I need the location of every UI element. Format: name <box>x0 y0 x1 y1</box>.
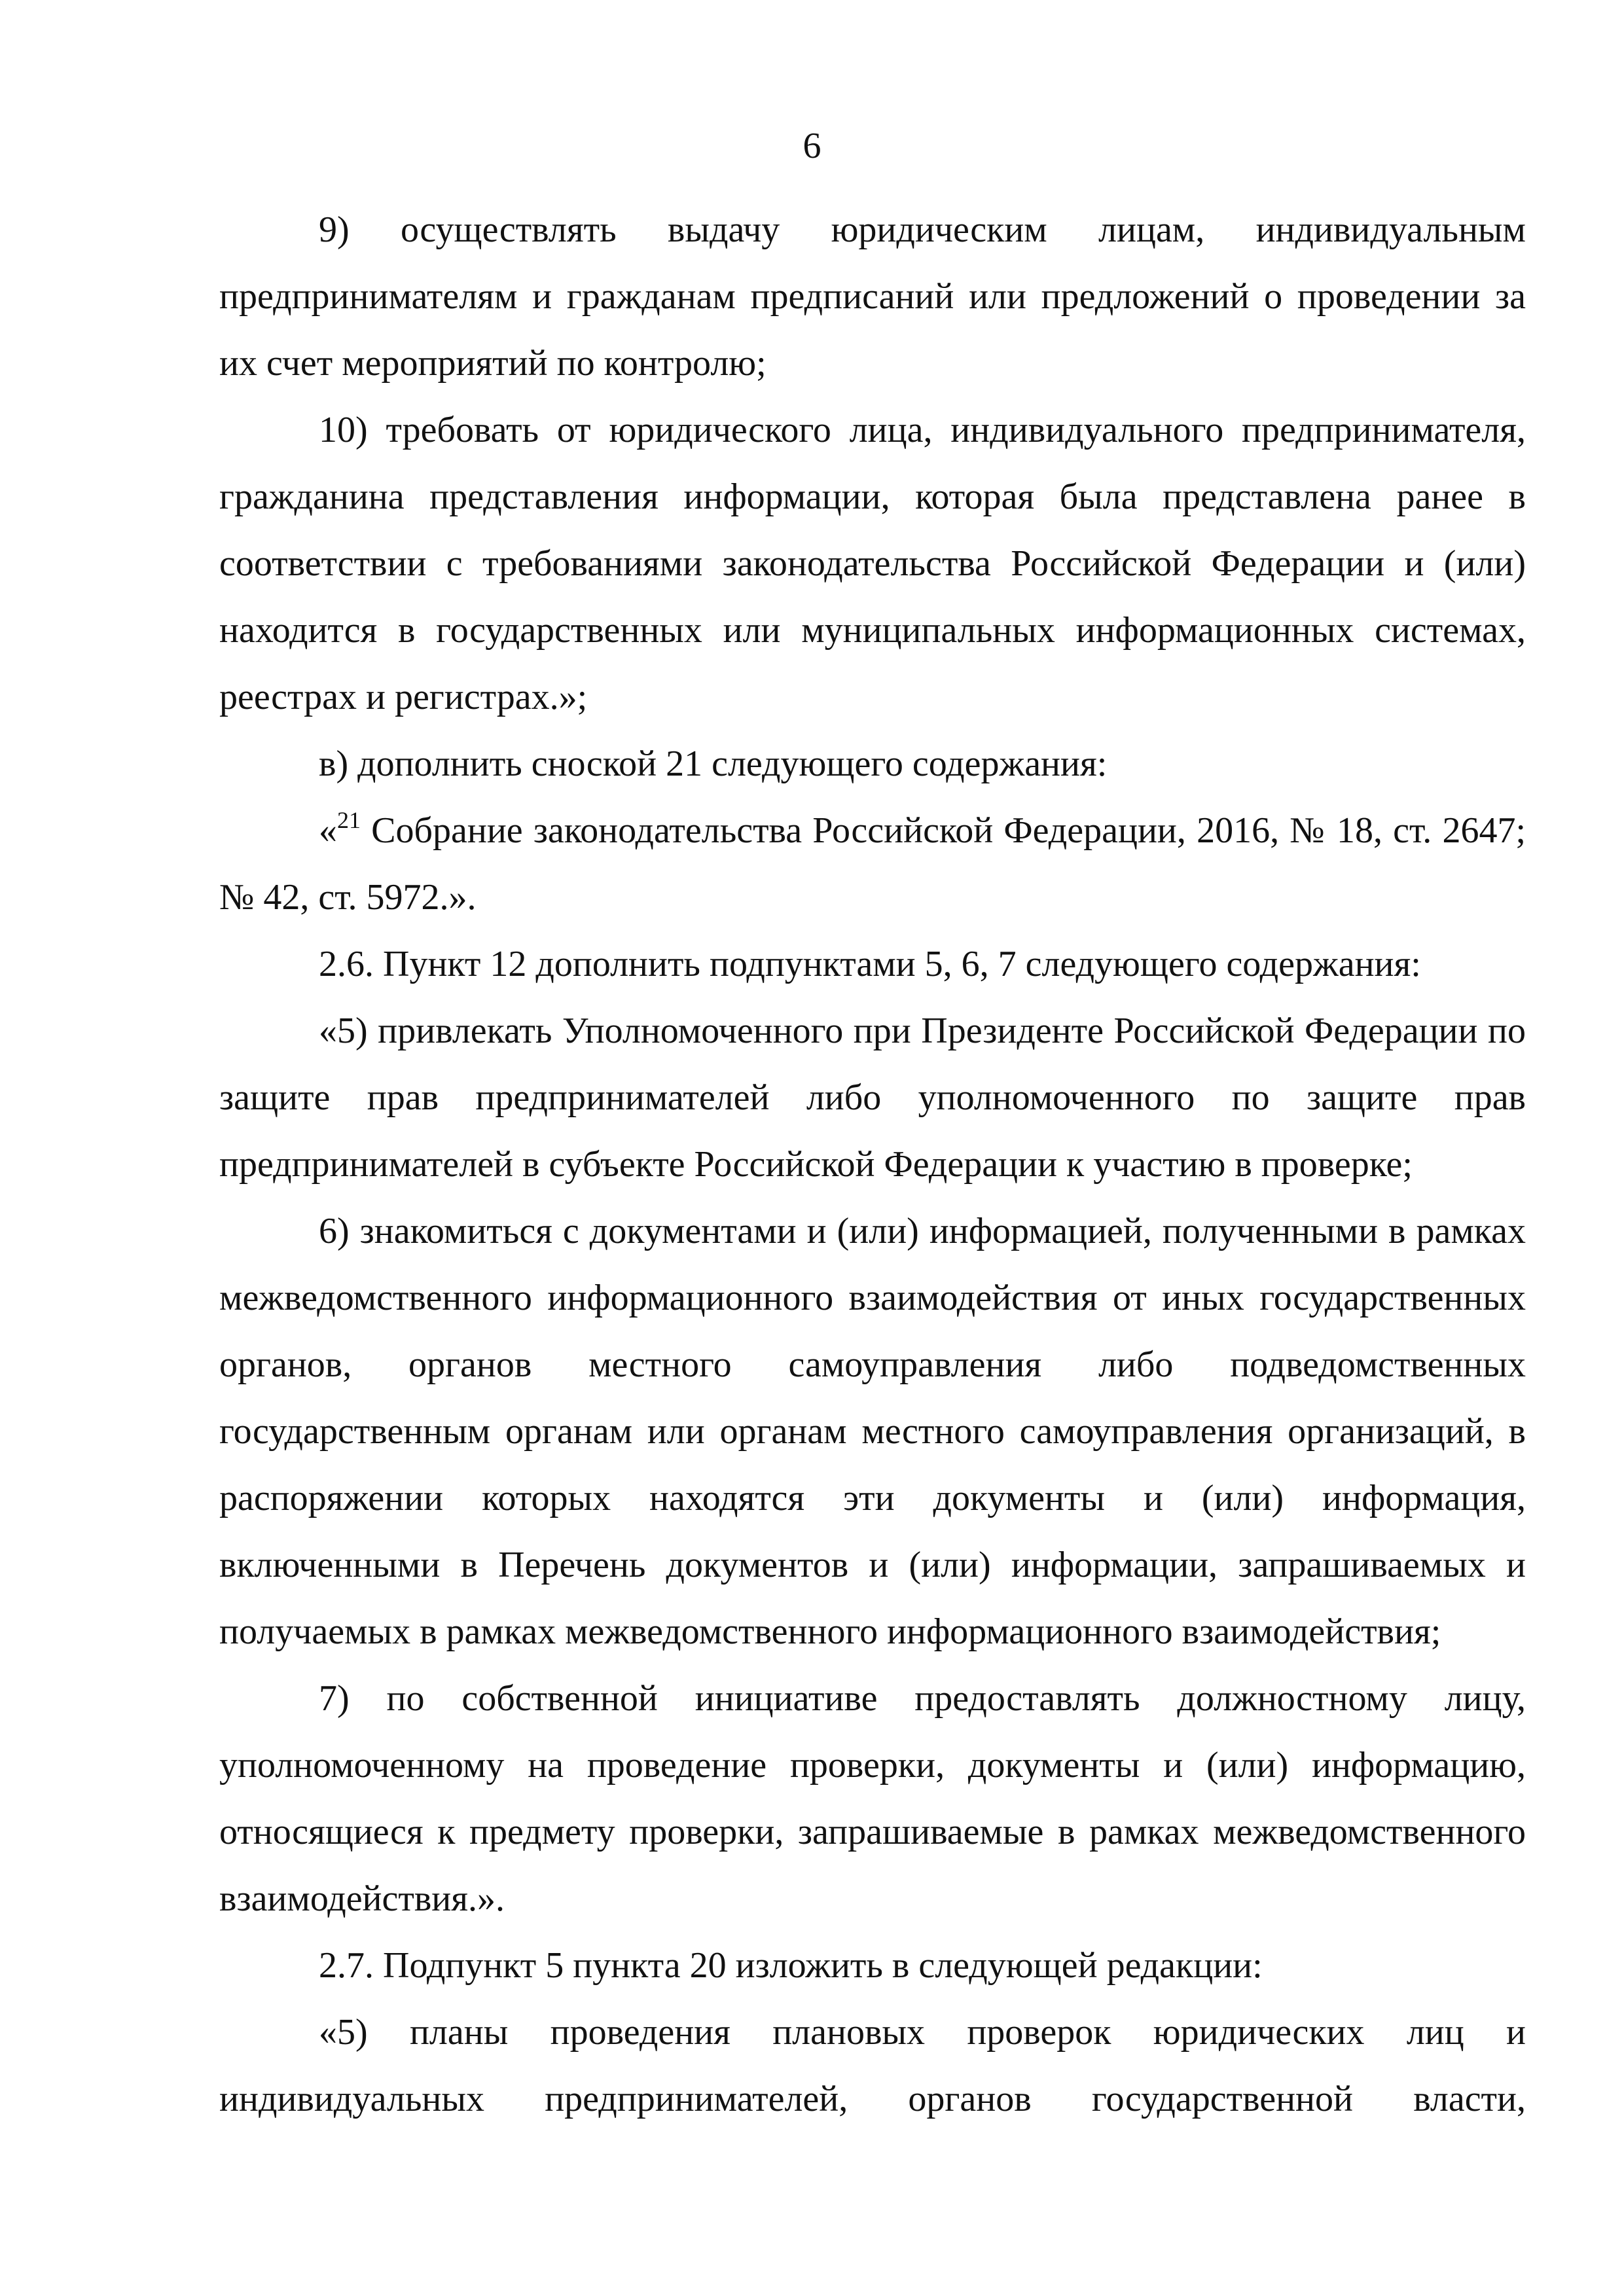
document-body <box>219 196 1526 2132</box>
paragraph-subitem-7: 7) по собственной инициативе предоставлять должностному лицу, уполномоченному на проведение проверки, документы и (или) информацию, относящиеся к предмету проверки, запрашиваемые в рамках межведомственного взаимодействия.». <box>219 1678 1526 1919</box>
footnote-number: 21 <box>337 807 361 833</box>
footnote-text: Собрание законодательства Российской Федерации, 2016, № 18, ст. 2647; № 42, ст. 5972.». <box>219 810 1526 918</box>
paragraph-section-2-6: 2.6. Пункт 12 дополнить подпунктами 5, 6, 7 следующего содержания: <box>319 944 1421 984</box>
paragraph-item-9: 9) осуществлять выдачу юридическим лицам, индивидуальным предпринимателям и гражданам предписаний или предложений о проведении за их счет мероприятий по контролю; <box>219 209 1526 384</box>
footnote-quote-mark: « <box>319 810 337 851</box>
paragraph-section-2-7: 2.7. Подпункт 5 пункта 20 изложить в следующей редакции: <box>319 1945 1263 1986</box>
paragraph-footnote-instruction: в) дополнить сноской 21 следующего содержания: <box>319 744 1108 784</box>
paragraph-item-10: 10) требовать от юридического лица, индивидуального предпринимателя, гражданина представления информации, которая была представлена ранее в соответствии с требованиями законодательства Российской Федерации и (или) находится в государственных или муниципальных информационных системах, реестрах и регистрах.»; <box>219 410 1526 717</box>
paragraph-footnote-21 <box>219 797 1526 931</box>
paragraph-subitem-5: «5) привлекать Уполномоченного при Президенте Российской Федерации по защите прав предпринимателей либо уполномоченного по защите прав предпринимателей в субъекте Российской Федерации к участию в проверке; <box>219 1011 1526 1185</box>
paragraph-subitem-6: 6) знакомиться с документами и (или) информацией, полученными в рамках межведомственного информационного взаимодействия от иных государственных органов, органов местного самоуправления либо подведомственных государственным органам или органам местного самоуправления организаций, в распоряжении которых находятся эти документы и (или) информация, включенными в Перечень документов и (или) информации, запрашиваемых и получаемых в рамках межведомственного информационного взаимодействия; <box>219 1211 1526 1652</box>
page-number: 6 <box>803 126 821 166</box>
paragraph-subitem-5-plans: «5) планы проведения плановых проверок юридических лиц и индивидуальных предпринимателей, органов государственной власти, <box>219 2012 1526 2119</box>
